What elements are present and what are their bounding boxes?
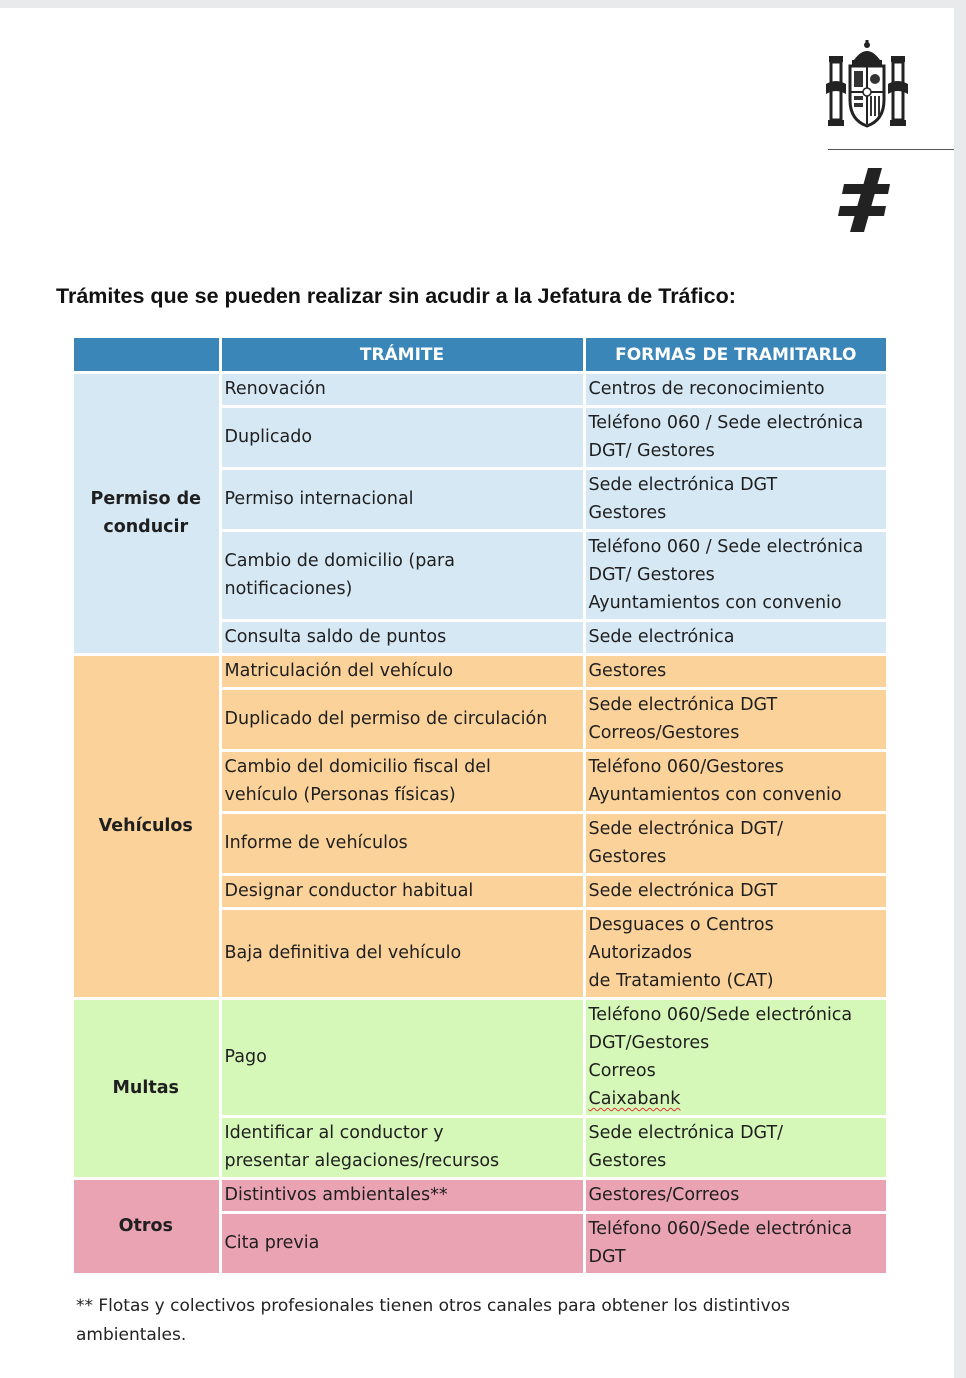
table-row <box>74 373 886 407</box>
formas-cell: Sede electrónica DGT/ Gestores <box>584 1117 886 1179</box>
formas-cell: Gestores <box>584 655 886 689</box>
page-title: Trámites que se pueden realizar sin acudir a la Jefatura de Tráfico: <box>56 284 736 308</box>
formas-cell: Sede electrónica DGT Gestores <box>584 469 886 531</box>
spellcheck-word: Caixabank <box>588 1089 681 1109</box>
column-header-tramite: TRÁMITE <box>220 338 584 373</box>
formas-cell: Teléfono 060 / Sede electrónica DGT/ Gestores <box>584 407 886 469</box>
tramite-cell: Baja definitiva del vehículo <box>220 909 584 999</box>
tramite-cell: Duplicado <box>220 407 584 469</box>
table-row <box>74 1179 886 1213</box>
tramite-cell: Cambio del domicilio fiscal del vehículo (Personas físicas) <box>220 751 584 813</box>
tramite-cell: Cita previa <box>220 1213 584 1275</box>
tramite-cell: Matriculación del vehículo <box>220 655 584 689</box>
tramite-cell: Distintivos ambientales** <box>220 1179 584 1213</box>
table-row <box>74 999 886 1117</box>
group-label-multas: Multas <box>74 999 220 1179</box>
header-divider <box>828 149 954 150</box>
formas-cell: Teléfono 060/Sede electrónica DGT <box>584 1213 886 1275</box>
tramite-cell: Cambio de domicilio (para notificaciones) <box>220 531 584 621</box>
tramites-table <box>74 338 886 1276</box>
tramite-cell: Consulta saldo de puntos <box>220 621 584 655</box>
formas-cell: Sede electrónica <box>584 621 886 655</box>
table-header-row <box>74 338 886 373</box>
spain-coat-of-arms-icon <box>826 38 908 132</box>
formas-cell: Centros de reconocimiento <box>584 373 886 407</box>
tramite-cell: Designar conductor habitual <box>220 875 584 909</box>
formas-cell: Gestores/Correos <box>584 1179 886 1213</box>
formas-cell: Teléfono 060/Sede electrónica DGT/Gestores Correos Caixabank <box>584 999 886 1117</box>
tramite-cell: Pago <box>220 999 584 1117</box>
formas-cell: Teléfono 060 / Sede electrónica DGT/ Gestores Ayuntamientos con convenio <box>584 531 886 621</box>
tramite-cell: Permiso internacional <box>220 469 584 531</box>
formas-cell: Sede electrónica DGT/ Gestores <box>584 813 886 875</box>
column-header-group <box>74 338 220 373</box>
formas-cell: Sede electrónica DGT <box>584 875 886 909</box>
formas-cell: Teléfono 060/Gestores Ayuntamientos con convenio <box>584 751 886 813</box>
document-page <box>0 8 954 1378</box>
group-label-vehiculos: Vehículos <box>74 655 220 999</box>
dgt-logo-icon <box>838 168 894 232</box>
group-label-permiso: Permiso de conducir <box>74 373 220 655</box>
table-row <box>74 655 886 689</box>
tramite-cell: Informe de vehículos <box>220 813 584 875</box>
group-label-otros: Otros <box>74 1179 220 1275</box>
tramite-cell: Duplicado del permiso de circulación <box>220 689 584 751</box>
column-header-formas: FORMAS DE TRAMITARLO <box>584 338 886 373</box>
tramite-cell: Identificar al conductor y presentar alegaciones/recursos <box>220 1117 584 1179</box>
formas-cell: Desguaces o Centros Autorizados de Tratamiento (CAT) <box>584 909 886 999</box>
footnote: ** Flotas y colectivos profesionales tienen otros canales para obtener los distintivos ambientales. <box>76 1296 790 1345</box>
formas-cell: Sede electrónica DGT Correos/Gestores <box>584 689 886 751</box>
tramite-cell: Renovación <box>220 373 584 407</box>
